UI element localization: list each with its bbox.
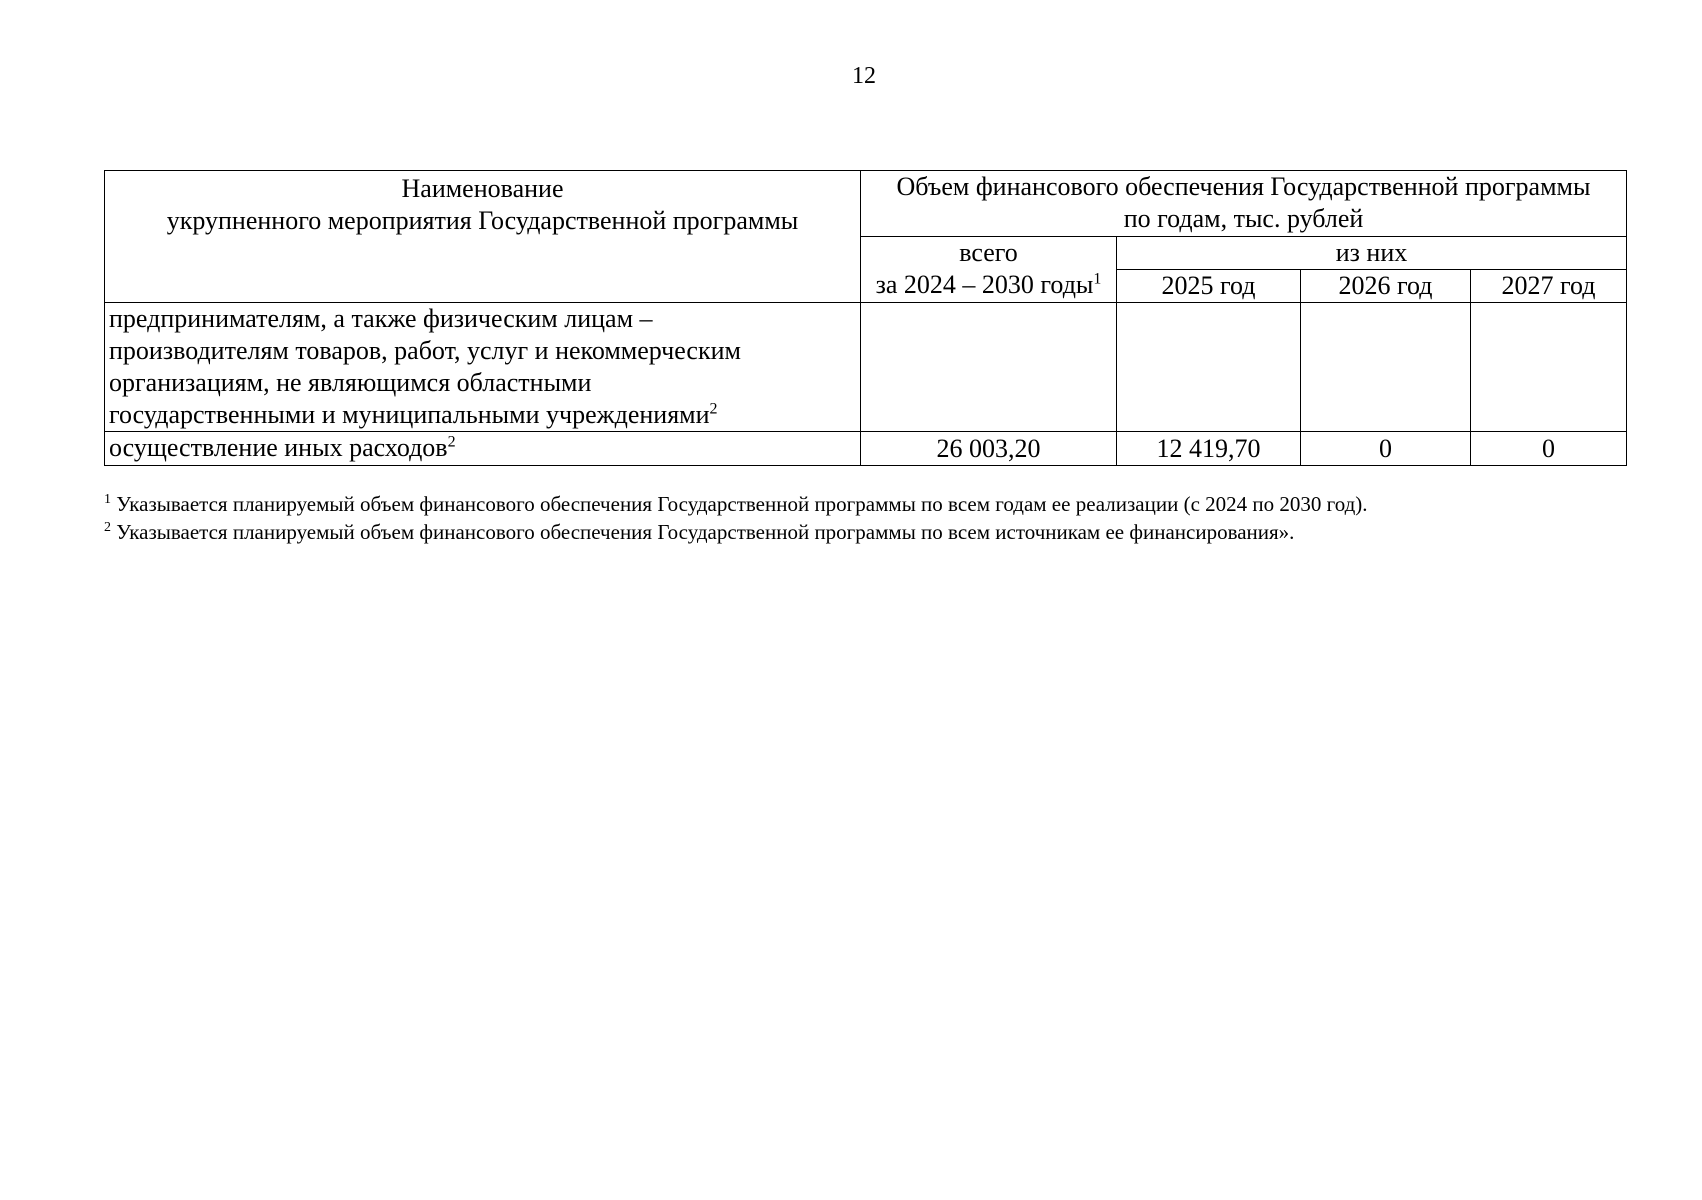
footnote-text-2: Указывается планируемый объем финансового обеспечения Государственной программы по всем источникам ее финансирования».: [111, 520, 1295, 544]
header-activity-name-line2: укрупненного мероприятия Государственной программы: [166, 206, 799, 235]
footnote-2: [104, 518, 1634, 546]
header-year-2027: 2027 год: [1471, 270, 1627, 303]
row-activity-name-text: осуществление иных расходов: [109, 433, 448, 462]
header-of-them: из них: [1117, 237, 1627, 270]
footnote-mark-2: 2: [104, 520, 111, 535]
page-number: 12: [852, 63, 876, 89]
table-header-row-1: [105, 171, 1627, 237]
header-financing-volume-line2: по годам, тыс. рублей: [1123, 204, 1364, 233]
row-activity-name: [105, 432, 861, 466]
footnote-1: [104, 490, 1634, 518]
row-activity-name-line: [109, 399, 856, 431]
row-2026-value: 0: [1301, 432, 1471, 466]
row-2025-value: [1117, 303, 1301, 432]
row-2027-value: 0: [1471, 432, 1627, 466]
header-activity-name-line1: Наименование: [401, 174, 564, 203]
row-activity-name-line: производителям товаров, работ, услуг и некоммерческим: [109, 336, 741, 365]
footnote-mark-1: 1: [104, 492, 111, 507]
row-activity-name-line: организациям, не являющимся областными: [109, 368, 592, 397]
header-total-line1: всего: [959, 238, 1018, 267]
header-year-2025: 2025 год: [1117, 270, 1301, 303]
footnote-ref-1: 1: [1093, 270, 1102, 288]
header-financing-volume-line1: Объем финансового обеспечения Государственной программы: [896, 172, 1591, 201]
footnotes: [104, 490, 1634, 546]
header-financing-volume: [861, 171, 1627, 237]
footnote-ref-2: 2: [447, 433, 456, 451]
row-2025-value: 12 419,70: [1117, 432, 1301, 466]
header-activity-name: [105, 171, 861, 303]
row-activity-name-text: государственными и муниципальными учреждениями: [109, 400, 710, 429]
row-activity-name-line: предпринимателям, а также физическим лицам –: [109, 304, 653, 333]
row-total-value: [861, 303, 1117, 432]
row-2026-value: [1301, 303, 1471, 432]
header-total-line2: [865, 269, 1112, 301]
row-activity-name: [105, 303, 861, 432]
financing-table: [104, 170, 1627, 466]
header-year-2026: 2026 год: [1301, 270, 1471, 303]
footnote-text-1: Указывается планируемый объем финансового обеспечения Государственной программы по всем годам ее реализации (с 2024 по 2030 год).: [111, 492, 1368, 516]
header-total: [861, 237, 1117, 303]
header-total-period: за 2024 – 2030 годы: [875, 270, 1094, 299]
table-row: [105, 303, 1627, 432]
row-total-value: 26 003,20: [861, 432, 1117, 466]
row-2027-value: [1471, 303, 1627, 432]
table-row: [105, 432, 1627, 466]
footnote-ref-2: 2: [709, 400, 718, 418]
